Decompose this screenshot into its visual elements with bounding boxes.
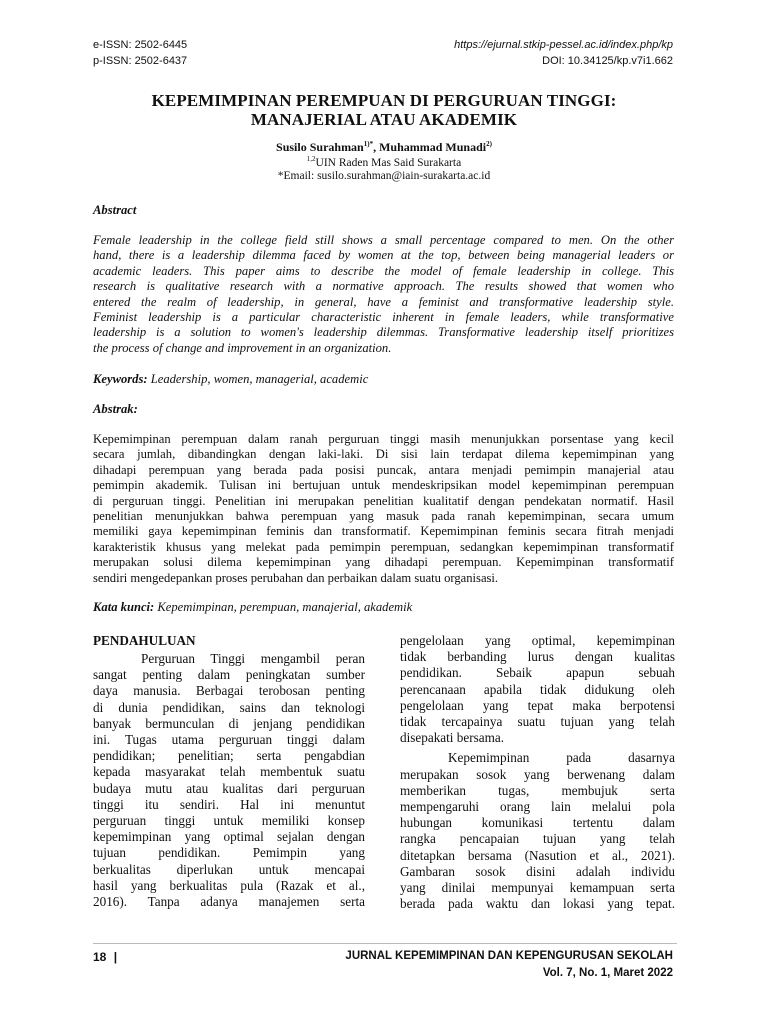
- body-line: sangat penting dalam peningkatan sumber: [93, 667, 365, 683]
- abstrak-line: sendiri mengedepankan proses perubahan dan perbaikan dalam suatu organisasi.: [93, 570, 499, 585]
- body-line: disepakati bersama.: [400, 730, 504, 746]
- p-issn: p-ISSN: 2502-6437: [93, 55, 188, 67]
- body-line: merupakan sosok yang berwenang dalam: [400, 766, 675, 782]
- author-1-sup: 1)*: [363, 140, 374, 148]
- abstract-line: Feminist leadership is a particular characteristic inherent in female leaders, while transformative: [93, 310, 674, 325]
- right-column: [400, 633, 675, 912]
- body-line: yang dinilai mempunyai kemampuan serta: [400, 880, 675, 896]
- affiliation-sup: 1,2: [306, 155, 316, 163]
- body-line: pengelolaan yang tepat maka berpotensi: [400, 697, 675, 713]
- body-line: Gambaran sosok disini adalah individu: [400, 863, 675, 879]
- keywords-line: [93, 372, 368, 387]
- abstrak-body: [93, 432, 674, 586]
- body-line: tinggi itu sendiri. Hal ini menuntut: [93, 796, 365, 812]
- page-number: 18: [93, 950, 107, 964]
- doi-link[interactable]: DOI: 10.34125/kp.v7i1.662: [542, 55, 673, 67]
- footer-page: [93, 950, 117, 964]
- abstrak-line: memiliki gaya kepemimpinan feminis dan transformatif. Kepemimpinan feminis secara fitrah menjadi: [93, 524, 674, 539]
- kata-kunci: Kepemimpinan, perempuan, manajerial, akademik: [154, 600, 413, 614]
- footer-volume: Vol. 7, No. 1, Maret 2022: [542, 967, 673, 979]
- body-line: memberikan tugas, membujuk serta: [400, 782, 675, 798]
- abstrak-line: pemimpin akademik. Tulisan ini bertujuan untuk mendeskripsikan model kepemimpinan perempuan: [93, 478, 674, 493]
- abstrak-line: Kepemimpinan perempuan dalam ranah perguruan tinggi masih menunjukkan porsentase yang kecil: [93, 432, 674, 446]
- author-line: [80, 140, 688, 155]
- author-2-sup: 2): [486, 140, 492, 148]
- body-line: berada pada waktu dan lokasi yang tepat.: [400, 896, 675, 912]
- abstrak-line: dihadapi perempuan yang berada pada posisi puncak, antara menjadi pemimpin manajerial atau: [93, 462, 674, 477]
- body-line: kepada masyarakat telah membentuk suatu: [93, 764, 365, 780]
- author-separator: ,: [373, 140, 380, 154]
- affiliation-line: [80, 155, 688, 169]
- body-line: tujuan pendidikan. Pemimpin yang: [93, 845, 365, 861]
- body-line: budaya mutu atau kualitas dari perguruan: [93, 780, 365, 796]
- affiliation: UIN Raden Mas Said Surakarta: [315, 156, 462, 169]
- body-line: rangka pencapaian tujuan yang telah: [400, 831, 675, 847]
- keywords: Leadership, women, managerial, academic: [147, 372, 369, 386]
- abstrak-line: merupakan solusi dilema kepemimpinan yang dihadapi perempuan. Kepemimpinan transformatif: [93, 555, 674, 570]
- abstrak-line: penelitian menunjukkan bahwa perempuan yang masuk pada ranah kepemimpinan, secara umum: [93, 509, 674, 524]
- kata-kunci-label: Kata kunci:: [93, 600, 155, 614]
- section-heading-pendahuluan: PENDAHULUAN: [93, 633, 196, 648]
- body-line: hasil yang berkualitas pula (Razak et al.,: [93, 877, 365, 893]
- body-line: perguruan tinggi untuk memiliki konsep: [93, 813, 365, 829]
- body-line: banyak bermunculan di jenjang pendidikan: [93, 715, 365, 731]
- journal-url-link[interactable]: https://ejurnal.stkip-pessel.ac.id/index.php/kp: [454, 39, 673, 51]
- abstrak-line: di perguruan tinggi. Penelitian ini merupakan penelitian kualitatif dengan pendekatan normatif. Hasil: [93, 493, 674, 508]
- abstract-line: Female leadership in the college field still shows a small percentage compared to men. On the other: [93, 233, 674, 247]
- abstract-line: leadership is a solution to women's leadership dilemmas. Transformative leadership itself prioritizes: [93, 325, 674, 340]
- abstract-heading: Abstract: [93, 203, 137, 217]
- abstrak-line: karakteristik khusus yang melekat pada pemimpin perempuan, sedangkan kepemimpinan transformatif: [93, 539, 674, 554]
- title-line-2: MANAJERIAL ATAU AKADEMIK: [250, 110, 518, 129]
- footer-rule: [93, 943, 677, 944]
- abstract-line: the process of change and improvement in an organization.: [93, 340, 392, 355]
- body-line: ditetapkan bersama (Nasution et al., 2021).: [400, 847, 675, 863]
- abstract-line: hand, there is a leadership dilemma faced by women at the top, between being managerial leaders or: [93, 248, 674, 263]
- body-line: hubungan komunikasi tertentu dalam: [400, 815, 675, 831]
- body-line: Perguruan Tinggi mengambil peran: [141, 651, 365, 666]
- body-line: mempengaruhi orang lain melalui pola: [400, 799, 675, 815]
- abstrak-heading: Abstrak:: [93, 402, 138, 416]
- article-title: [80, 91, 688, 129]
- body-line: Kepemimpinan pada dasarnya: [448, 750, 675, 766]
- body-line: pendidikan. Sebaik apapun sebuah: [400, 665, 675, 681]
- body-line: tidak tercapainya suatu tujuan yang telah: [400, 714, 675, 730]
- body-line: berkualitas diperlukan untuk mencapai: [93, 861, 365, 877]
- email: *Email: susilo.surahman@iain-surakarta.ac.id: [277, 170, 491, 182]
- body-line: 2016). Tanpa adanya manajemen serta: [93, 894, 365, 910]
- body-line: tidak berbanding lurus dengan kualitas: [400, 649, 675, 665]
- kata-kunci-line: [93, 600, 412, 615]
- abstract-line: academic leaders. This paper aims to describe the model of female leadership in college. This: [93, 263, 674, 278]
- e-issn: e-ISSN: 2502-6445: [93, 39, 188, 51]
- title-line-1: KEPEMIMPINAN PEREMPUAN DI PERGURUAN TINGGI:: [151, 91, 617, 110]
- left-column: [93, 651, 365, 910]
- footer-journal-name: JURNAL KEPEMIMPINAN DAN KEPENGURUSAN SEKOLAH: [345, 950, 673, 962]
- author-2: Muhammad Munadi: [379, 140, 487, 154]
- abstract-line: entered the realm of leadership, in general, have a feminist and transformative leadership style.: [93, 294, 674, 309]
- abstract-body: [93, 233, 674, 356]
- body-line: perencanaan apabila tidak didukung oleh: [400, 681, 675, 697]
- body-line: ini. Tugas utama perguruan tinggi dalam: [93, 732, 365, 748]
- author-1: Susilo Surahman: [276, 140, 364, 154]
- body-line: pengelolaan yang optimal, kepemimpinan: [400, 633, 675, 648]
- body-line: pendidikan; penelitian; serta pengabdian: [93, 748, 365, 764]
- body-line: di dunia pendidikan, sains dan teknologi: [93, 699, 365, 715]
- abstrak-line: secara jumlah, dibandingkan dengan laki-laki. Di sisi lain terdapat dilema kepemimpinan yang: [93, 447, 674, 462]
- body-line: kepemimpinan yang optimal sejalan dengan: [93, 829, 365, 845]
- footer-separator: |: [113, 950, 118, 964]
- body-line: daya manusia. Berbagai terobosan penting: [93, 683, 365, 699]
- keywords-label: Keywords:: [93, 372, 148, 386]
- abstract-line: research is qualitative research with a normative approach. The results showed that women who: [93, 279, 674, 294]
